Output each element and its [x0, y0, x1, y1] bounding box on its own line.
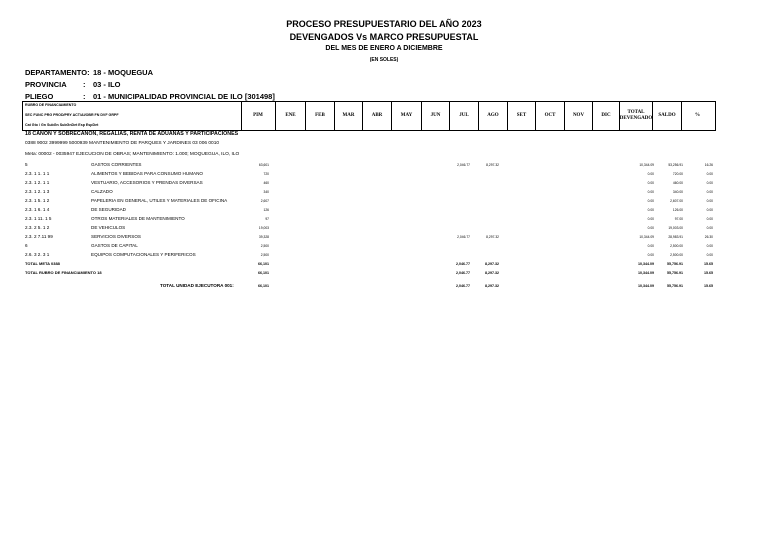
- total-devengado: 10,344.09: [638, 270, 654, 275]
- cell-ago: 8,297.32: [486, 162, 499, 167]
- total-jul: 2,046.77: [456, 261, 470, 266]
- cell-saldo: 2,607.00: [670, 198, 683, 203]
- cell-total-devengado: 0.00: [647, 180, 654, 185]
- total-saldo: 55,756.91: [667, 270, 683, 275]
- column-header-may: MAY: [392, 102, 422, 130]
- row-description: GASTOS DE CAPITAL: [91, 243, 138, 248]
- row-code: 2.3. 1 6. 1 4: [25, 207, 50, 212]
- total-ago: 8,297.32: [485, 270, 499, 275]
- cell-pim: 39,328: [258, 234, 269, 239]
- column-header-jul: JUL: [450, 102, 479, 130]
- cell-pim: 720: [263, 171, 269, 176]
- info-value: 01 - MUNICIPALIDAD PROVINCIAL DE ILO [301498]: [93, 92, 275, 101]
- cell-pim: 2,500: [260, 252, 269, 257]
- cell-saldo: 340.00: [672, 189, 683, 194]
- cell-pim: 2,500: [260, 243, 269, 248]
- column-header-saldo: SALDO: [653, 102, 682, 130]
- sec-func-line: 0388 9002 3999999 5000939 MANTENIMIENTO DE PARQUES Y JARDINES 03 006 0010: [25, 141, 220, 146]
- total-jul: 2,046.77: [456, 283, 470, 288]
- report-subtitle: DEVENGADOS Vs MARCO PRESUPUESTAL: [289, 32, 479, 42]
- row-code: 2.3. 1 1. 1 1: [25, 171, 50, 176]
- total-percent: 15.65: [704, 270, 713, 275]
- cell-jul: 2,046.77: [457, 234, 470, 239]
- column-header-pim: PIM: [241, 102, 276, 130]
- column-header-jun: JUN: [422, 102, 450, 130]
- info-departamento: [25, 68, 153, 77]
- row-code: 2.6. 3 2. 3 1: [25, 252, 50, 257]
- total-ago: 8,297.32: [485, 283, 499, 288]
- report-period: DEL MES DE ENERO A DICIEMBRE: [325, 45, 443, 52]
- report-title: PROCESO PRESUPUESTARIO DEL AÑO 2023: [286, 19, 482, 29]
- section-title: 18 CANON Y SOBRECANON, REGALIAS, RENTA DE ADUANAS Y PARTICIPACIONES: [25, 131, 239, 137]
- cell-pim: 97: [265, 216, 269, 221]
- cell-saldo: 19,003.00: [668, 225, 683, 230]
- total-pim: 66,101: [258, 270, 269, 275]
- row-description: CALZADO: [91, 189, 113, 194]
- row-code: 2.3. 1 2. 1 3: [25, 189, 50, 194]
- total-percent: 15.65: [704, 261, 713, 266]
- info-sep: :: [83, 92, 86, 101]
- cell-percent: 16.26: [704, 162, 713, 167]
- cell-percent: 0.00: [706, 252, 713, 257]
- table-header: [22, 101, 716, 131]
- row-description: OTROS MATERIALES DE MANTENIMIENTO: [91, 216, 185, 221]
- total-pim: 66,101: [258, 261, 269, 266]
- info-pliego: [25, 92, 275, 101]
- cell-total-devengado: 0.00: [647, 171, 654, 176]
- cell-ago: 8,297.32: [486, 234, 499, 239]
- total-label: TOTAL UNIDAD EJECUTORA 001:: [160, 283, 234, 288]
- column-header-total-devengado: TOTAL DEVENGADO: [620, 102, 653, 130]
- cell-pim: 126: [263, 207, 269, 212]
- total-pim: 66,101: [258, 283, 269, 288]
- total-devengado: 10,344.09: [638, 283, 654, 288]
- cell-saldo: 53,256.91: [668, 162, 683, 167]
- header-left-block: [23, 102, 242, 130]
- row-code: 6: [25, 243, 28, 248]
- column-header-ene: ENE: [276, 102, 306, 130]
- cell-jul: 2,046.77: [457, 162, 470, 167]
- cell-total-devengado: 0.00: [647, 207, 654, 212]
- cell-total-devengado: 0.00: [647, 198, 654, 203]
- total-devengado: 10,344.09: [638, 261, 654, 266]
- cell-total-devengado: 10,344.09: [639, 162, 654, 167]
- cell-saldo: 720.00: [672, 171, 683, 176]
- row-code: 2.3. 2 5. 1 2: [25, 225, 50, 230]
- row-code: 5: [25, 162, 28, 167]
- cell-pim: 19,003: [258, 225, 269, 230]
- column-header-: %: [695, 113, 700, 118]
- total-ago: 8,297.32: [485, 261, 499, 266]
- cell-percent: 0.00: [706, 180, 713, 185]
- cell-percent: 0.00: [706, 243, 713, 248]
- total-label: TOTAL RUBRO DE FINANCIAMIENTO 18: [25, 270, 102, 275]
- cell-percent: 0.00: [706, 171, 713, 176]
- row-code: 2.3. 1 5. 1 2: [25, 198, 50, 203]
- total-label: TOTAL META 0388: [25, 261, 60, 266]
- cell-percent: 0.00: [706, 225, 713, 230]
- row-description: SERVICIOS DIVERSOS: [91, 234, 141, 239]
- row-description: DE VEHICULOS: [91, 225, 126, 230]
- row-description: EQUIPOS COMPUTACIONALES Y PERIFERICOS: [91, 252, 196, 257]
- row-code: 2.3. 1 2. 1 1: [25, 180, 50, 185]
- cell-percent: 0.00: [706, 216, 713, 221]
- info-provincia: [25, 80, 121, 89]
- row-description: VESTUARIO, ACCESORIOS Y PRENDAS DIVERSAS: [91, 180, 203, 185]
- cell-percent: 0.00: [706, 189, 713, 194]
- row-code: 2.3. 1 11. 1 5: [25, 216, 52, 221]
- column-header-set: SET: [508, 102, 536, 130]
- report-currency: (EN SOLES): [369, 57, 399, 63]
- info-sep: :: [83, 80, 86, 89]
- row-description: GASTOS CORRIENTES: [91, 162, 142, 167]
- cell-total-devengado: 0.00: [647, 189, 654, 194]
- cell-pim: 460: [263, 180, 269, 185]
- info-value: 03 - ILO: [93, 80, 121, 89]
- total-jul: 2,046.77: [456, 270, 470, 275]
- cell-pim: 63,601: [258, 162, 269, 167]
- cell-pim: 2,607: [260, 198, 269, 203]
- cell-saldo: 460.00: [672, 180, 683, 185]
- cell-saldo: 97.00: [674, 216, 683, 221]
- row-code: 2.3. 2 7.11 99: [25, 234, 53, 239]
- info-key: PLIEGO: [25, 92, 54, 101]
- cell-percent: 26.30: [704, 234, 713, 239]
- cell-percent: 0.00: [706, 198, 713, 203]
- cell-total-devengado: 0.00: [647, 243, 654, 248]
- info-key: PROVINCIA: [25, 80, 67, 89]
- cell-saldo: 2,500.00: [670, 252, 683, 257]
- total-saldo: 55,756.91: [667, 261, 683, 266]
- total-percent: 15.65: [704, 283, 713, 288]
- cell-total-devengado: 10,344.09: [639, 234, 654, 239]
- column-header-feb: FEB: [306, 102, 335, 130]
- cell-saldo: 28,983.91: [668, 234, 683, 239]
- row-description: DE SEGURIDAD: [91, 207, 126, 212]
- column-header-oct: OCT: [536, 102, 565, 130]
- cell-total-devengado: 0.00: [647, 252, 654, 257]
- column-header-abr: ABR: [363, 102, 392, 130]
- header-left-line: Cat Gto / Gn SubGn SubGnDet Esp EspDet: [25, 123, 99, 127]
- total-saldo: 55,756.91: [667, 283, 683, 288]
- column-header-mar: MAR: [335, 102, 363, 130]
- cell-total-devengado: 0.00: [647, 216, 654, 221]
- header-left-line: SEC FUNC PRG PROD/PRY ACT/AI/OBR FN DVF GRPF: [25, 113, 119, 117]
- header-left-line: RUBRO DE FINANCIAMIENTO: [25, 103, 77, 107]
- row-description: ALIMENTOS Y BEBIDAS PARA CONSUMO HUMANO: [91, 171, 203, 176]
- info-key: DEPARTAMENTO:: [25, 68, 90, 77]
- cell-percent: 0.00: [706, 207, 713, 212]
- cell-total-devengado: 0.00: [647, 225, 654, 230]
- cell-saldo: 2,500.00: [670, 243, 683, 248]
- row-description: PAPELERIA EN GENERAL, UTILES Y MATERIALES DE OFICINA: [91, 198, 228, 203]
- info-value: 18 - MOQUEGUA: [93, 68, 154, 77]
- column-header-dic: DIC: [593, 102, 620, 130]
- cell-saldo: 126.00: [672, 207, 683, 212]
- column-header-ago: AGO: [479, 102, 508, 130]
- meta-line: Meta: 00002 - 0035947 EJECUCION DE OBRAS; MANTENIMIENTO: 1.000; MOQUEGUA, ILO, ILO: [25, 152, 240, 157]
- cell-pim: 340: [263, 189, 269, 194]
- column-header-nov: NOV: [565, 102, 593, 130]
